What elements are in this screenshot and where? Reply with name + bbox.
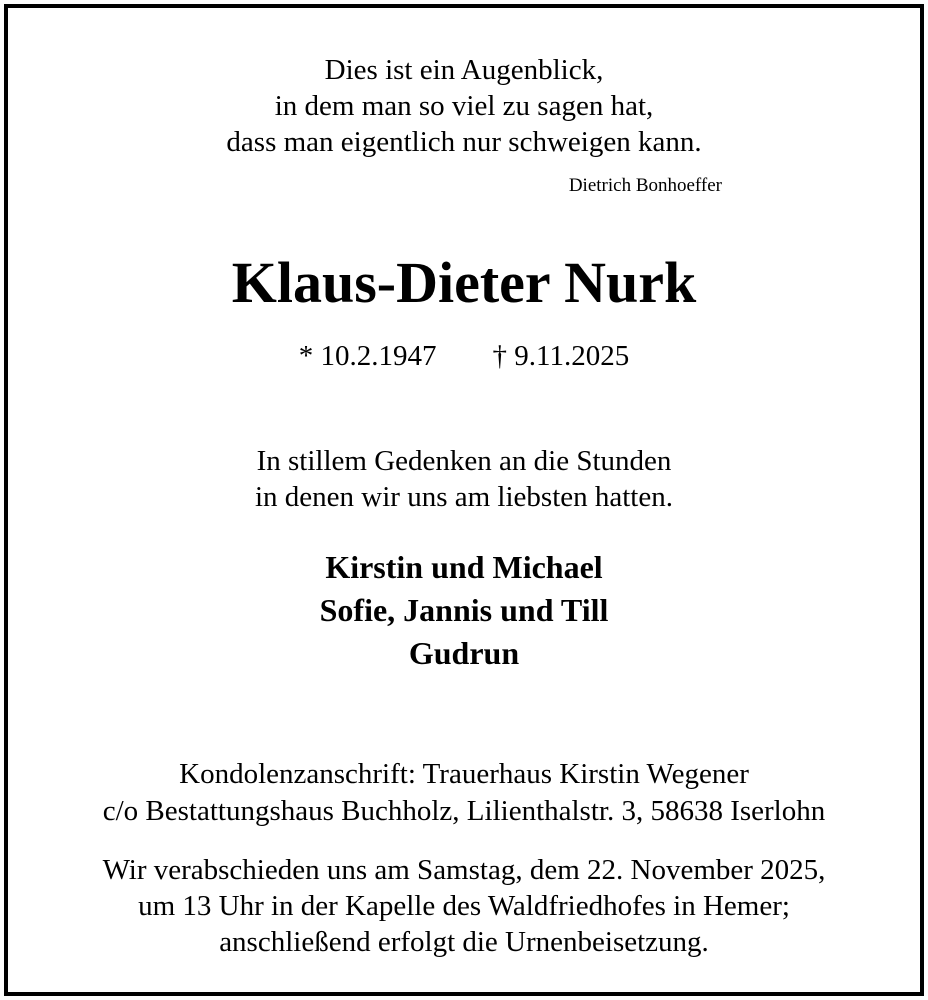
mourners (8, 546, 920, 675)
remembrance-line: In stillem Gedenken an die Stunden (256, 445, 672, 477)
life-dates (8, 338, 920, 374)
funeral-notice (8, 852, 920, 960)
condolence-address (8, 756, 920, 830)
address-line: c/o Bestattungshaus Buchholz, Lilienthalstr. 3, 58638 Iserlohn (102, 795, 826, 827)
quote-line: Dies ist ein Augenblick, (324, 54, 604, 86)
birth-date: * 10.2.1947 (298, 340, 437, 372)
mourner-line: Gudrun (408, 635, 520, 671)
mourner-line: Kirstin und Michael (325, 549, 603, 585)
mourner-line: Sofie, Jannis und Till (319, 592, 609, 628)
quote (8, 52, 920, 160)
address-line: Kondolenzanschrift: Trauerhaus Kirstin Wegener (179, 758, 749, 790)
quote-line: dass man eigentlich nur schweigen kann. (226, 126, 702, 158)
quote-line: in dem man so viel zu sagen hat, (274, 90, 654, 122)
death-date: † 9.11.2025 (492, 340, 630, 372)
remembrance-text (8, 443, 920, 515)
funeral-line: Wir verabschieden uns am Samstag, dem 22. November 2025, (102, 854, 826, 886)
quote-author: Dietrich Bonhoeffer (568, 175, 722, 196)
obituary-notice (4, 4, 924, 996)
funeral-line: anschließend erfolgt die Urnenbeisetzung. (219, 926, 709, 958)
remembrance-line: in denen wir uns am liebsten hatten. (255, 481, 673, 513)
funeral-line: um 13 Uhr in der Kapelle des Waldfriedhofes in Hemer; (138, 890, 790, 922)
deceased-name: Klaus-Dieter Nurk (231, 250, 697, 315)
